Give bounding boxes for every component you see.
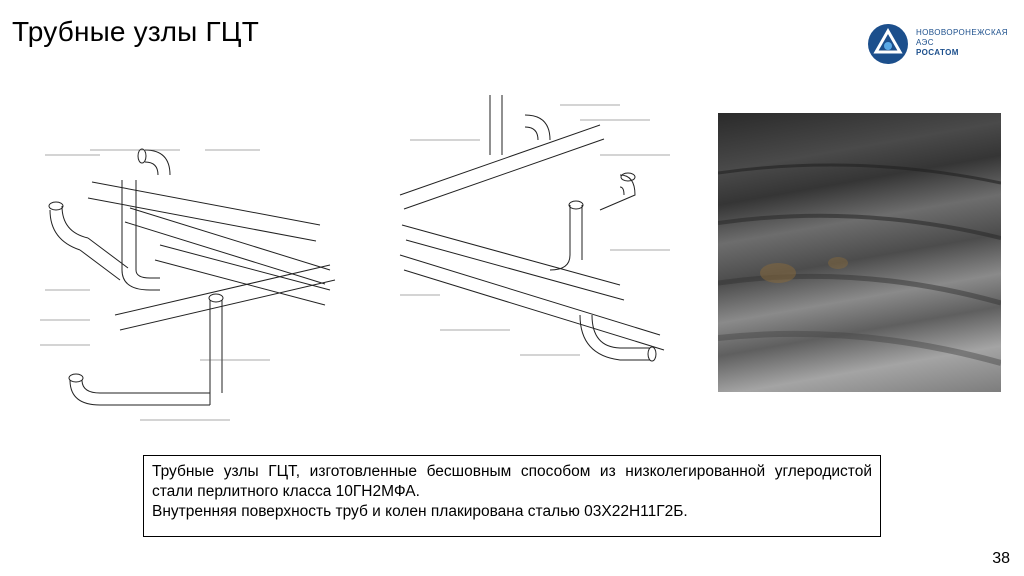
slide-title: Трубные узлы ГЦТ	[12, 16, 260, 47]
pipe-assembly-drawing-right	[380, 85, 690, 385]
page-number: 38	[992, 550, 1010, 567]
caption-box	[143, 455, 881, 537]
caption-line-2: Внутренняя поверхность труб и колен плакирована сталью 03Х22Н11Г2Б.	[152, 503, 688, 520]
pipe-assembly-drawing-left	[30, 120, 360, 450]
logo-text	[916, 28, 1008, 58]
rosatom-atom-icon	[866, 22, 910, 66]
caption-line-1: Трубные узлы ГЦТ, изготовленные бесшовным способом из низколегированной углеродистой стали перлитного класса 10ГН2МФА.	[152, 463, 872, 500]
pipe-interior-texture	[718, 113, 1001, 392]
pipe-interior-photo	[718, 113, 1001, 392]
logo-line-1: НОВОВОРОНЕЖСКАЯ	[916, 28, 1008, 37]
logo-line-3: РОСАТОМ	[916, 48, 959, 57]
logo	[866, 22, 1016, 66]
logo-line-2: АЭС	[916, 38, 934, 47]
